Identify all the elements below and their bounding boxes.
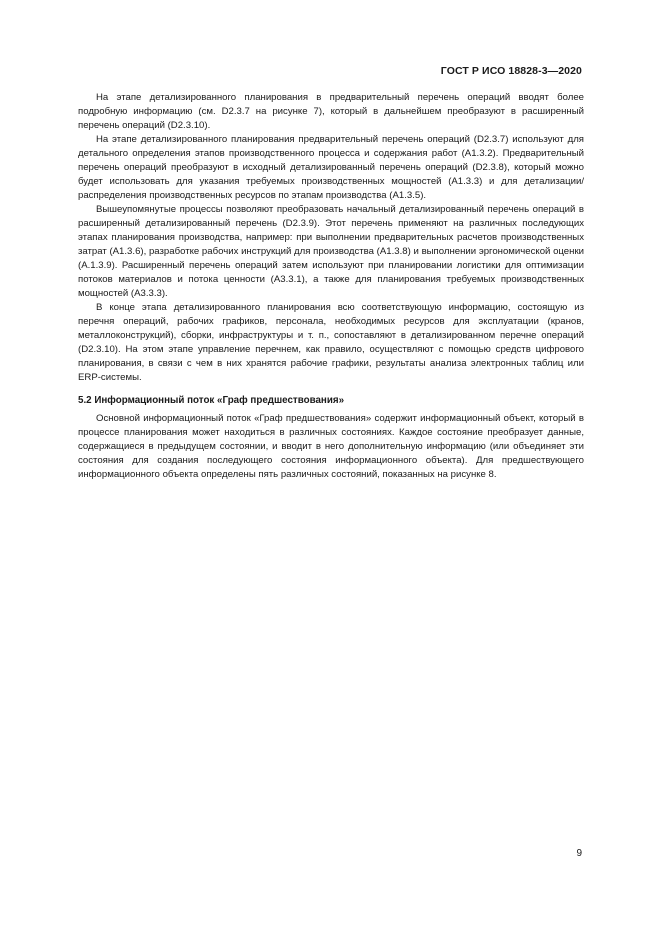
document-header: ГОСТ Р ИСО 18828-3—2020 (440, 65, 582, 77)
paragraph: Основной информационный поток «Граф предшествования» содержит информационный объект, который в процессе планирования может находиться в различных состояниях. Каждое состояние преобразует данные, содержащиеся в предыдущем состоянии, и вводит в него дополнительную информацию (или объединяет эти состояния для создания последующего состояния информационного объекта). Для предшествующего информационного объекта определены пять различных состояний, показанных на рисунке 8. (78, 413, 584, 480)
page-number: 9 (576, 848, 582, 859)
paragraph: Вышеупомянутые процессы позволяют преобразовать начальный детализированный перечень операций в расширенный детализированный перечень (D2.3.9). Этот перечень применяют на различных последующих этапах планирования производства, например: при выполнении предварительных расчетов производственных затрат (A1.3.6), разработке рабочих инструкций для производства (A1.3.8) и выполнении эргономической оценки (A.1.3.9). Расширенный перечень операций затем используют при планировании логистики для оптимизации потоков материалов и потока ценности (A3.3.1), а также для планирования требуемых производственных мощностей (A3.3.3). (78, 204, 584, 299)
paragraph: В конце этапа детализированного планирования всю соответствующую информацию, состоящую из перечня операций, рабочих графиков, персонала, необходимых ресурсов для эксплуатации (кранов, металлоконструкций), сборки, инфраструктуры и т. п., сопоставляют в детализированном перечне операций (D2.3.10). На этом этапе управление перечнем, как правило, осуществляют с помощью средств цифрового планирования, в связи с чем в них хранятся рабочие графики, результаты анализа электронных таблиц или ERP-системы. (78, 302, 584, 383)
document-body (78, 91, 584, 482)
paragraph: На этапе детализированного планирования предварительный перечень операций (D2.3.7) используют для детального определения этапов производственного процесса и содержания работ (A1.3.2). Предварительный перечень операций преобразуют в исходный детализированный перечень операций (D2.3.8), который можно будет использовать для указания требуемых производственных мощностей (A1.3.3) и для детализации/распределения производственных ресурсов по этапам производства (A1.3.5). (78, 134, 584, 201)
paragraph: На этапе детализированного планирования в предварительный перечень операций вводят более подробную информацию (см. D2.3.7 на рисунке 7), который в дальнейшем преобразуют в расширенный перечень операций (D2.3.10). (78, 92, 584, 131)
section-heading: 5.2 Информационный поток «Граф предшествования» (78, 395, 345, 406)
